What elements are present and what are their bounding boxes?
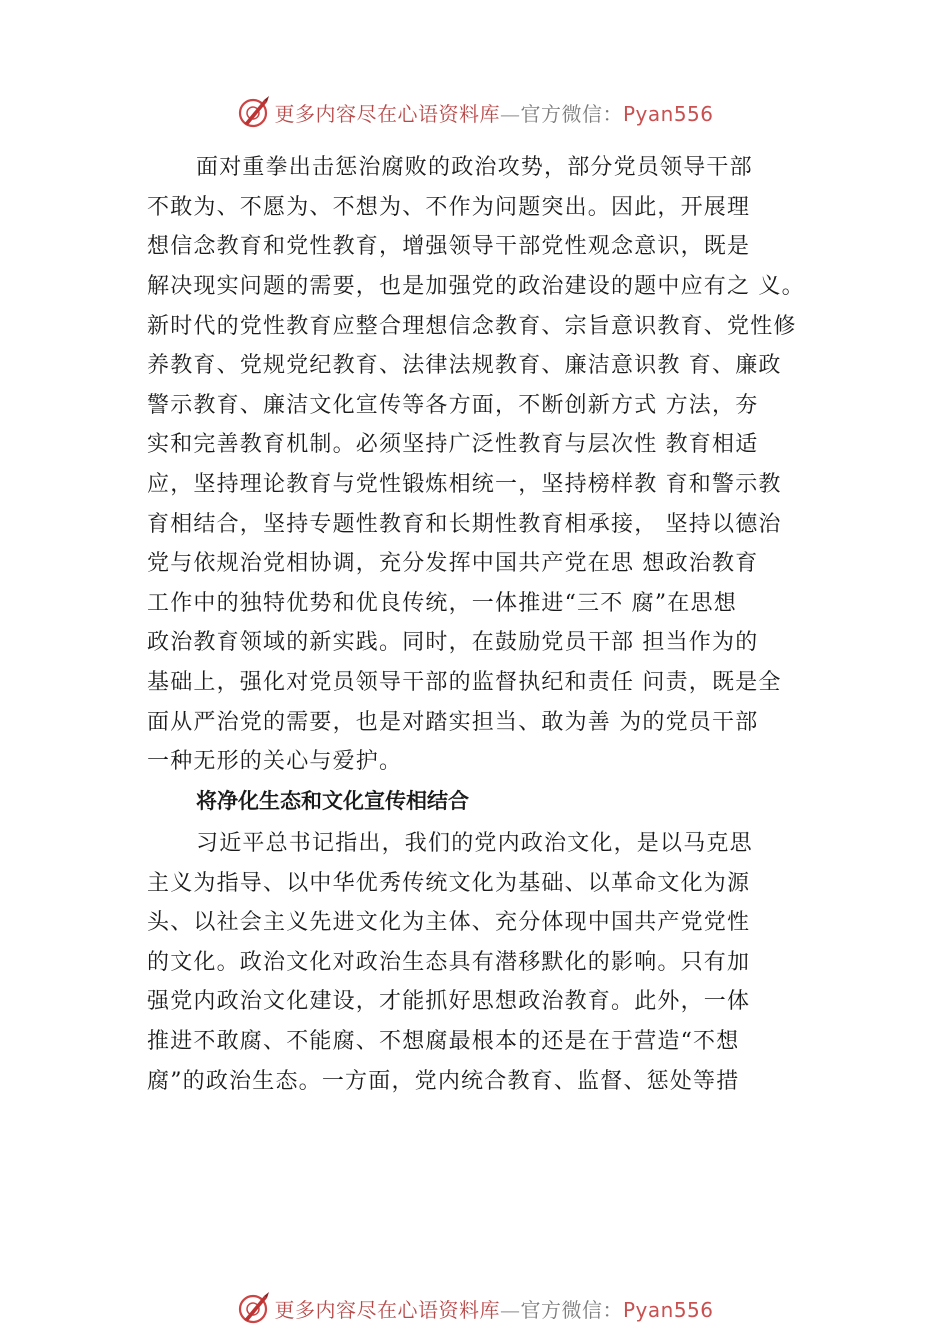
text-line: 头、以社会主义先进文化为主体、充分体现中国共产党党性: [147, 910, 751, 935]
footer-banner: [0, 1290, 950, 1326]
text-line: 的文化。政治文化对政治生态具有潜移默化的影响。只有加: [147, 950, 751, 975]
banner-label: 官方微信：: [520, 1297, 623, 1322]
banner-title: 更多内容尽在心语资料库: [274, 101, 500, 126]
text-line: 面从严治党的需要，也是对踏实担当、敢为善 为的党员干部: [147, 710, 759, 735]
brush-logo-icon: [236, 94, 272, 130]
text-line: 警示教育、廉洁文化宣传等各方面，不断创新方式 方法，夯: [147, 393, 759, 418]
text-line: 养教育、党规党纪教育、法律法规教育、廉洁意识教 育、廉政: [147, 353, 782, 378]
text-line: 习近平总书记指出，我们的党内政治文化，是以马克思: [196, 831, 753, 856]
text-line: 强党内政治文化建设，才能抓好思想政治教育。此外，一体: [147, 989, 751, 1014]
text-line: 解决现实问题的需要，也是加强党的政治建设的题中应有之 义。: [147, 274, 805, 299]
text-line: 主义为指导、以中华优秀传统文化为基础、以革命文化为源: [147, 871, 751, 896]
text-line: 应，坚持理论教育与党性锻炼相统一，坚持榜样教 育和警示教: [147, 472, 782, 497]
text-line: 党与依规治党相协调，充分发挥中国共产党在思 想政治教育: [147, 551, 759, 576]
text-line: 推进不敢腐、不能腐、不想腐最根本的还是在于营造“不想: [147, 1029, 740, 1054]
text-line: 实和完善教育机制。必须坚持广泛性教育与层次性 教育相适: [147, 432, 759, 457]
banner-separator: —: [499, 1297, 521, 1322]
text-line: 育相结合，坚持专题性教育和长期性教育相承接， 坚持以德治: [147, 512, 782, 537]
wechat-id: Pyan556: [622, 101, 714, 126]
banner-title: 更多内容尽在心语资料库: [274, 1297, 500, 1322]
banner-separator: —: [499, 101, 521, 126]
text-line: 工作中的独特优势和优良传统，一体推进“三不 腐”在思想: [147, 591, 737, 616]
text-line: 一种无形的关心与爱护。: [147, 749, 403, 774]
banner-text: [274, 1294, 713, 1323]
wechat-id: Pyan556: [622, 1297, 714, 1322]
text-line: 想信念教育和党性教育，增强领导干部党性观念意识，既是: [147, 234, 751, 259]
section-heading: 将净化生态和文化宣传相结合: [196, 789, 469, 813]
text-line: 不敢为、不愿为、不想为、不作为问题突出。因此，开展理: [147, 195, 751, 220]
text-line: 腐”的政治生态。一方面，党内统合教育、监督、惩处等措: [147, 1069, 740, 1094]
header-banner: [0, 94, 950, 130]
text-line: 政治教育领域的新实践。同时，在鼓励党员干部 担当作为的: [147, 630, 759, 655]
banner-label: 官方微信：: [520, 101, 623, 126]
text-line: 基础上，强化对党员领导干部的监督执纪和责任 问责，既是全: [147, 670, 782, 695]
text-line: 面对重拳出击惩治腐败的政治攻势，部分党员领导干部: [196, 155, 753, 180]
text-line: 新时代的党性教育应整合理想信念教育、宗旨意识教育、党性修: [147, 314, 797, 339]
banner-text: [274, 98, 713, 127]
brush-logo-icon: [236, 1290, 272, 1326]
